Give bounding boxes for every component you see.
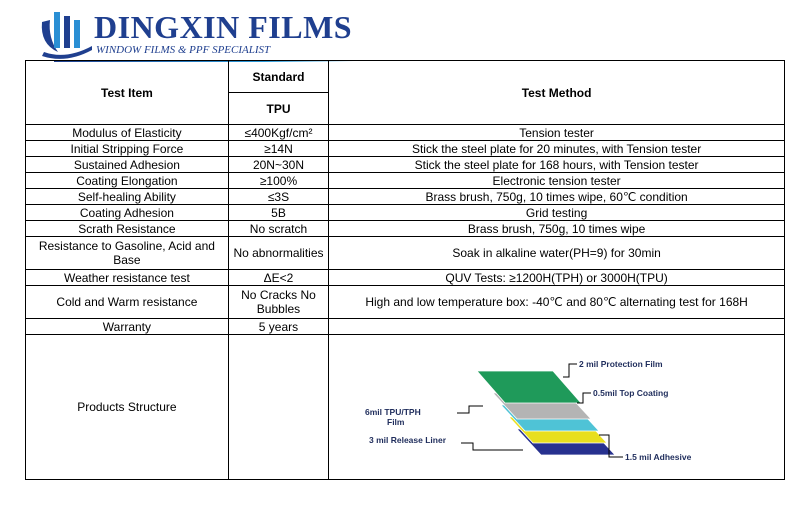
row-item: Self-healing Ability — [26, 189, 229, 205]
tpu-leader — [457, 406, 483, 413]
row-standard: ≤3S — [228, 189, 328, 205]
layer-structure-diagram — [337, 337, 777, 477]
table-row — [26, 237, 785, 270]
header-standard: Standard — [228, 61, 328, 93]
table-row — [26, 270, 785, 286]
row-standard: ≤400Kgf/cm² — [228, 125, 328, 141]
structure-diagram-cell — [329, 335, 785, 480]
table-row — [26, 205, 785, 221]
row-item: Sustained Adhesion — [26, 157, 229, 173]
label-tpu-line1: 6mil TPU/TPH — [364, 407, 421, 417]
release-leader — [461, 443, 523, 450]
row-item: Weather resistance test — [26, 270, 229, 286]
table-row — [26, 286, 785, 319]
row-method: Electronic tension tester — [329, 173, 785, 189]
row-item: Resistance to Gasoline, Acid and Base — [26, 237, 229, 270]
protection-film-layer — [477, 371, 581, 403]
header-test-method: Test Method — [329, 61, 785, 125]
row-method: Grid testing — [329, 205, 785, 221]
row-method: Brass brush, 750g, 10 times wipe — [329, 221, 785, 237]
row-method: Tension tester — [329, 125, 785, 141]
header-material: TPU — [228, 93, 328, 125]
row-item: Modulus of Elasticity — [26, 125, 229, 141]
label-adhesive: 1.5 mil Adhesive — [624, 452, 691, 462]
row-method: Soak in alkaline water(PH=9) for 30min — [329, 237, 785, 270]
table-row — [26, 319, 785, 335]
row-standard: ΔE<2 — [228, 270, 328, 286]
row-standard: 5 years — [228, 319, 328, 335]
row-item: Warranty — [26, 319, 229, 335]
structure-row — [26, 335, 785, 480]
table-row — [26, 141, 785, 157]
protection-leader — [563, 364, 577, 377]
row-standard: No Cracks No Bubbles — [228, 286, 328, 319]
row-method: Brass brush, 750g, 10 times wipe, 60℃ condition — [329, 189, 785, 205]
label-protection: 2 mil Protection Film — [578, 359, 663, 369]
table-row — [26, 125, 785, 141]
label-release: 3 mil Release Liner — [368, 435, 446, 445]
label-tpu-line2: Film — [386, 417, 405, 427]
row-standard: ≥100% — [228, 173, 328, 189]
row-standard: ≥14N — [228, 141, 328, 157]
row-standard: 20N~30N — [228, 157, 328, 173]
row-method: Stick the steel plate for 20 minutes, with Tension tester — [329, 141, 785, 157]
row-item: Initial Stripping Force — [26, 141, 229, 157]
row-method: High and low temperature box: -40℃ and 80℃ alternating test for 168H — [329, 286, 785, 319]
row-standard: No abnormalities — [228, 237, 328, 270]
row-standard: No scratch — [228, 221, 328, 237]
brand-tagline: WINDOW FILMS & PPF SPECIALIST — [96, 44, 271, 56]
table-row — [26, 157, 785, 173]
row-method: Stick the steel plate for 168 hours, with Tension tester — [329, 157, 785, 173]
row-method: QUV Tests: ≥1200H(TPH) or 3000H(TPU) — [329, 270, 785, 286]
header-test-item: Test Item — [26, 61, 229, 125]
row-item: Coating Adhesion — [26, 205, 229, 221]
spec-table — [25, 60, 785, 480]
structure-standard-empty — [228, 335, 328, 480]
label-top-coating: 0.5mil Top Coating — [592, 388, 668, 398]
header-row — [26, 61, 785, 93]
row-method — [329, 319, 785, 335]
logo — [36, 8, 366, 60]
table-row — [26, 189, 785, 205]
row-item: Coating Elongation — [26, 173, 229, 189]
table-row — [26, 221, 785, 237]
row-standard: 5B — [228, 205, 328, 221]
row-item: Cold and Warm resistance — [26, 286, 229, 319]
structure-item: Products Structure — [26, 335, 229, 480]
row-item: Scrath Resistance — [26, 221, 229, 237]
table-row — [26, 173, 785, 189]
brand-name: DINGXIN FILMS — [94, 9, 353, 45]
logo-mark-icon — [36, 8, 94, 60]
